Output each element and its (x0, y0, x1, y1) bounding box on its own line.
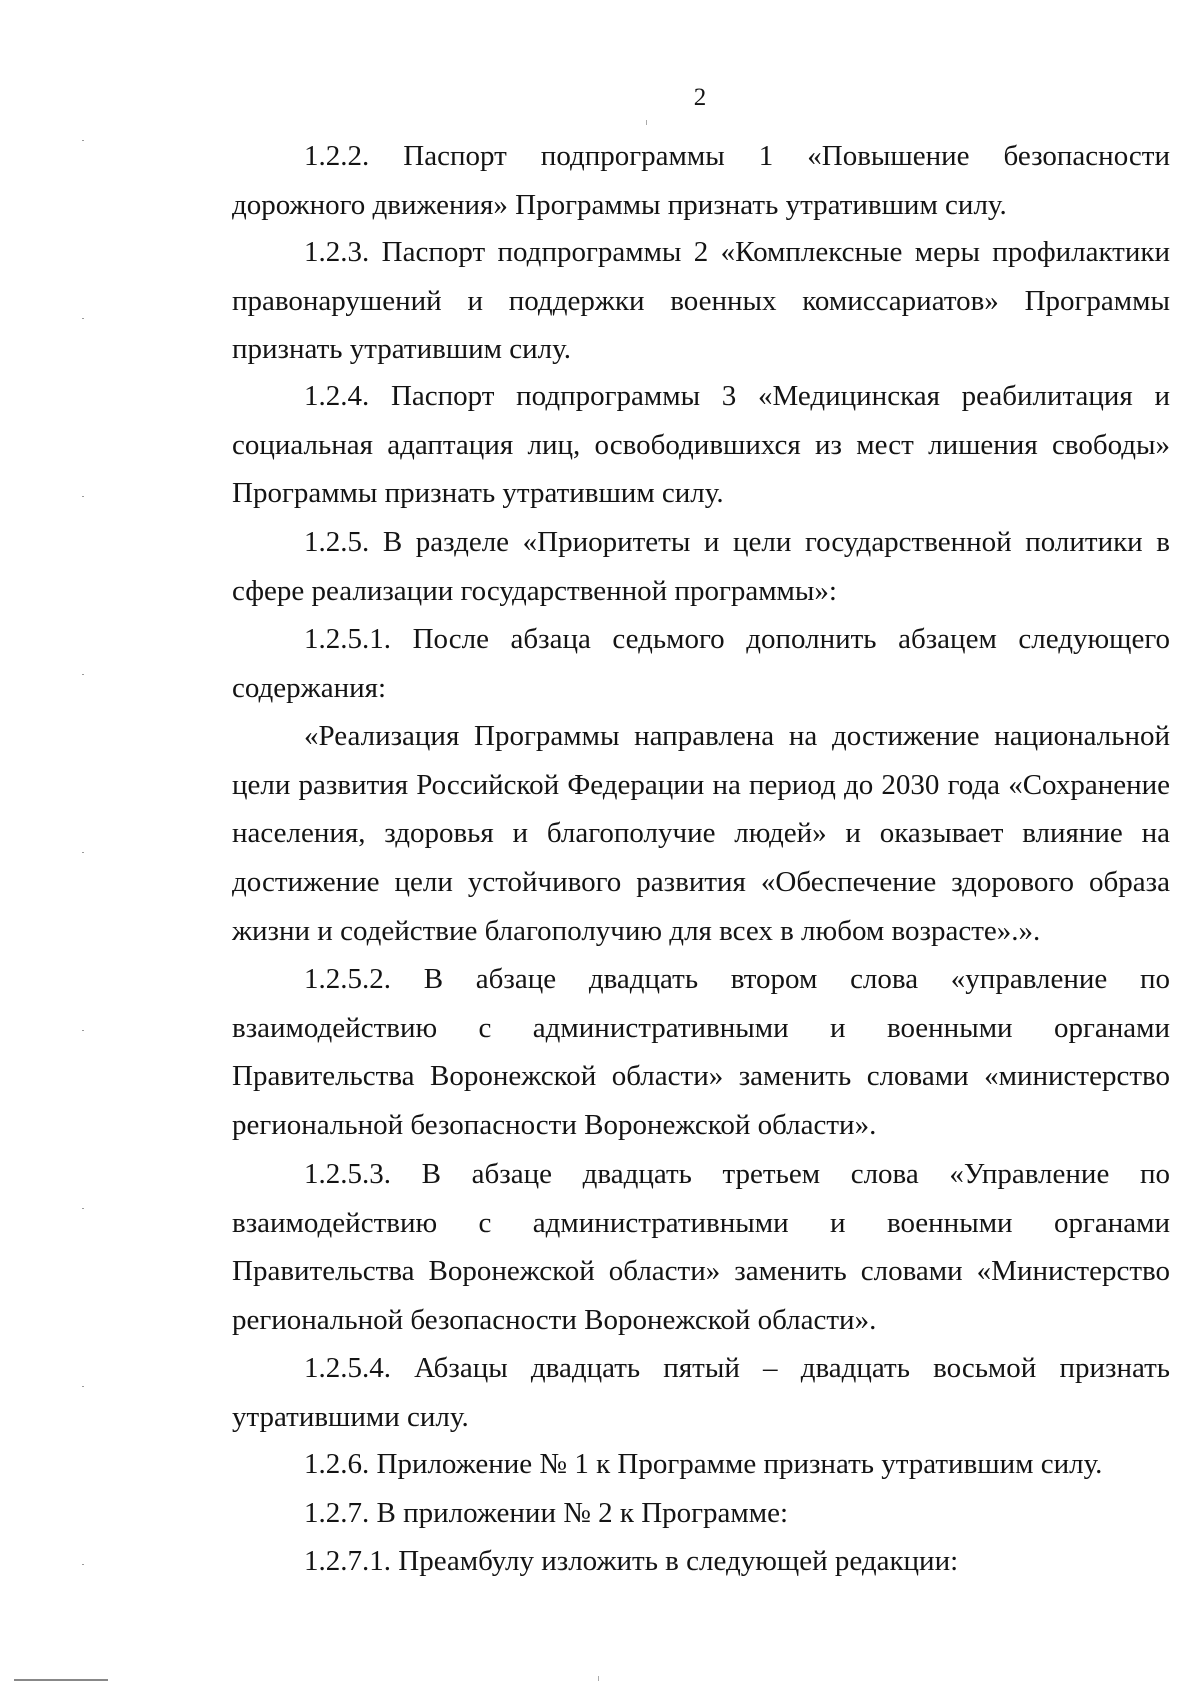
scan-artifact (82, 318, 84, 319)
paragraph-1-2-5-3: 1.2.5.3. В абзаце двадцать третьем слова «Управление по взаимодействию с административными и военными органами Правительства Воронежской области» заменить словами «Министерство региональной безопасности Воронежской области». (232, 1158, 1170, 1337)
paragraph-1-2-7: 1.2.7. В приложении № 2 к Программе: (304, 1497, 789, 1529)
scan-artifact (82, 1386, 84, 1387)
scan-artifact (82, 1208, 84, 1209)
scan-artifact (82, 852, 84, 853)
scan-artifact (598, 1676, 599, 1681)
scan-artifact (82, 674, 84, 675)
paragraph-1-2-3: 1.2.3. Паспорт подпрограммы 2 «Комплексные меры профилактики правонарушений и поддержки военных комиссариатов» Программы признать утратившим силу. (232, 236, 1170, 366)
scan-edge-line (14, 1679, 108, 1681)
paragraph-1-2-4: 1.2.4. Паспорт подпрограммы 3 «Медицинская реабилитация и социальная адаптация лиц, освободившихся из мест лишения свободы» Программы признать утратившим силу. (232, 380, 1170, 510)
paragraph-1-2-2: 1.2.2. Паспорт подпрограммы 1 «Повышение безопасности дорожного движения» Программы признать утратившим силу. (232, 140, 1170, 221)
scan-artifact (82, 1030, 84, 1031)
scan-artifact (82, 496, 84, 497)
paragraph-1-2-5-2: 1.2.5.2. В абзаце двадцать втором слова «управление по взаимодействию с административными и военными органами Правительства Воронежской области» заменить словами «министерство региональной безопасности Воронежской области». (232, 963, 1170, 1142)
page-number: 2 (693, 84, 707, 111)
scan-artifact (82, 140, 84, 141)
paragraph-quote: «Реализация Программы направлена на достижение национальной цели развития Российской Федерации на период до 2030 года «Сохранение населения, здоровья и благополучие людей» и оказывает влияние на достижение цели устойчивого развития «Обеспечение здорового образа жизни и содействие благополучию для всех в любом возрасте».». (232, 720, 1170, 947)
paragraph-1-2-5: 1.2.5. В разделе «Приоритеты и цели государственной политики в сфере реализации государственной программы»: (232, 526, 1170, 607)
paragraph-1-2-5-1: 1.2.5.1. После абзаца седьмого дополнить абзацем следующего содержания: (232, 623, 1170, 704)
paragraph-1-2-7-1: 1.2.7.1. Преамбулу изложить в следующей редакции: (304, 1545, 959, 1577)
scan-artifact (82, 1564, 84, 1565)
scan-artifact (646, 120, 647, 125)
paragraph-1-2-6: 1.2.6. Приложение № 1 к Программе признать утратившим силу. (304, 1448, 1103, 1480)
paragraph-1-2-5-4: 1.2.5.4. Абзацы двадцать пятый – двадцать восьмой признать утратившими силу. (232, 1352, 1170, 1433)
